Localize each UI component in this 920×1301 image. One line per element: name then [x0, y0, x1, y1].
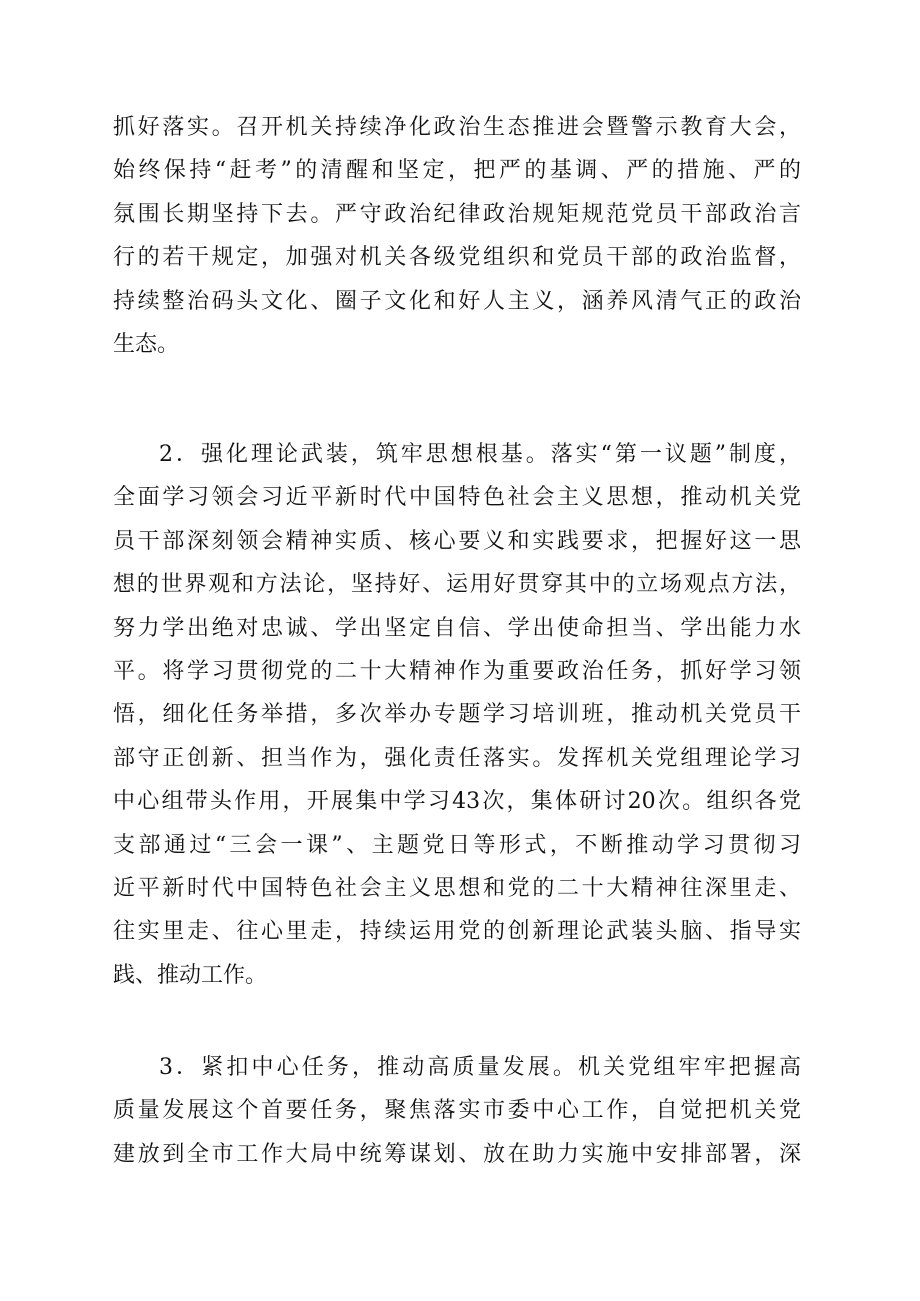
text-line: 持续整治码头文化、圈子文化和好人主义，涵养风清气正的政治	[113, 288, 801, 314]
text-line: 部守正创新、担当作为，强化责任落实。发挥机关党组理论学习	[113, 745, 801, 771]
text-line: 生态。	[113, 331, 180, 357]
text-line: 行的若干规定，加强对机关各级党组织和党员干部的政治监督，	[113, 245, 801, 271]
paragraph-3	[113, 1046, 801, 1176]
text-line: 往实里走、往心里走，持续运用党的创新理论武装头脑、指导实	[113, 919, 801, 945]
text-line: 抓好落实。召开机关持续净化政治生态推进会暨警示教育大会，	[113, 115, 801, 140]
paragraph-1	[113, 106, 801, 366]
text-line: 近平新时代中国特色社会主义思想和党的二十大精神往深里走、	[113, 875, 801, 901]
text-line: 想的世界观和方法论，坚持好、运用好贯穿其中的立场观点方法，	[113, 572, 801, 598]
text-line: 悟，细化任务举措，多次举办专题学习培训班，推动机关党员干	[113, 702, 801, 728]
text-line: 中心组带头作用，开展集中学习43次，集体研讨20次。组织各党	[113, 789, 801, 815]
paragraph-2	[113, 433, 801, 997]
text-line: 氛围长期坚持下去。严守政治纪律政治规矩规范党员干部政治言	[113, 201, 801, 227]
text-line: 支部通过“三会一课”、主题党日等形式，不断推动学习贯彻习	[113, 832, 801, 858]
text-line: 平。将学习贯彻党的二十大精神作为重要政治任务，抓好学习领	[113, 658, 801, 684]
text-line: 全面学习领会习近平新时代中国特色社会主义思想，推动机关党	[113, 485, 801, 511]
text-line: 始终保持“赶考”的清醒和坚定，把严的基调、严的措施、严的	[113, 158, 801, 184]
text-line: 2．强化理论武装，筑牢思想根基。落实“第一议题”制度，	[159, 442, 801, 467]
text-line: 3．紧扣中心任务，推动高质量发展。机关党组牢牢把握高	[159, 1055, 801, 1080]
text-line: 建放到全市工作大局中统筹谋划、放在助力实施中安排部署，深	[113, 1141, 801, 1167]
text-line: 员干部深刻领会精神实质、核心要义和实践要求，把握好这一思	[113, 528, 801, 554]
text-line: 努力学出绝对忠诚、学出坚定自信、学出使命担当、学出能力水	[113, 615, 801, 641]
text-line: 质量发展这个首要任务，聚焦落实市委中心工作，自觉把机关党	[113, 1098, 801, 1124]
text-line: 践、推动工作。	[113, 962, 268, 988]
